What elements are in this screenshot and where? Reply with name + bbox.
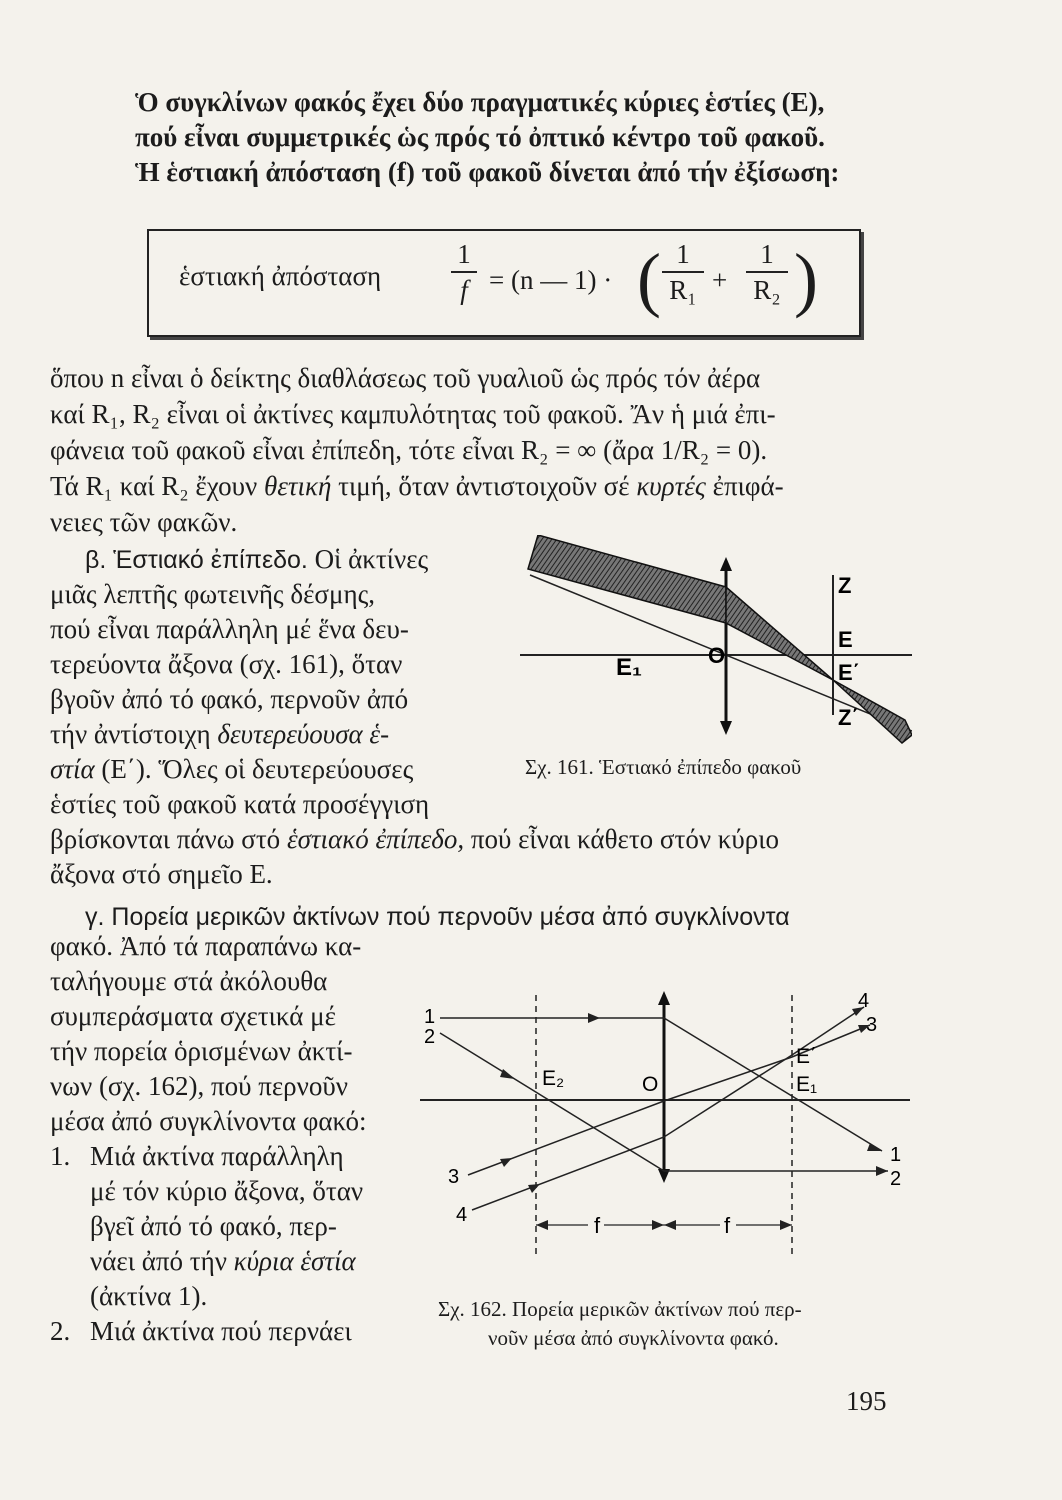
section-c-line-6: μέσα ἀπό συγκλίνοντα φακό: [50,1106,367,1136]
fig162-label-e1: E₁ [796,1073,818,1096]
section-b-line-6 [50,718,389,750]
fig161-label-e-prime: E΄ [838,660,860,685]
explanation-line-5: νειες τῶν φακῶν. [50,507,238,537]
fig161-lens-bottom-arrow [720,721,732,735]
fig162-label-f-right: f [724,1213,731,1238]
explanation-line-4-e: ἐπιφά- [712,471,784,501]
fig161-label-e: E [838,627,853,652]
section-b-line-1 [85,543,428,576]
left-parenthesis: ( [637,239,661,319]
section-b-line-2: μιᾶς λεπτῆς φωτεινῆς δέσμης, [50,579,376,609]
section-b-line-9-a: βρίσκονται πάνω στό [50,824,281,854]
list-item-1-line-1: Μιά ἀκτίνα παράλληλη [90,1141,344,1171]
section-c-heading: γ. Πορεία μερικῶν ἀκτίνων [85,903,380,931]
fig162-ray-4 [472,1007,864,1210]
section-b-line-7-b: (Ε΄). Ὅλες οἱ δευτερεύουσες [101,754,414,784]
list-item-1-number: 1. [50,1141,71,1171]
fig162-ray-label-1-left: 1 [424,1006,436,1028]
section-b-heading: β. Ἑστιακό ἐπίπεδο. [85,546,308,574]
section-b-line-1-rest: Οἱ ἀκτίνες [314,544,429,574]
fig162-ray-label-3-left: 3 [448,1166,460,1188]
figure-162-ray-paths [420,985,910,1270]
fig162-ray-label-4-left: 4 [456,1204,468,1226]
section-b-focal-plane-word: ἑστιακό ἐπίπεδο, [286,824,465,854]
list-item-1-line-4 [90,1245,356,1277]
section-b-line-8: ἑστίες τοῦ φακοῦ κατά προσέγγιση [50,789,430,819]
fraction-one-over-r1 [662,239,704,305]
fig161-outgoing-beam [726,587,912,743]
figure-162-caption-line-1: Σχ. 162. Πορεία μερικῶν ἀκτίνων πού περ- [438,1297,802,1321]
section-c-line-5: νων (σχ. 162), πού περνοῦν [50,1071,348,1101]
explanation-line-4 [50,470,784,502]
fig161-label-z: Z [838,573,852,598]
fig162-lens-top-arrow [658,991,670,1005]
intro-line-3: Ἡ ἑστιακή ἀπόσταση (f) τοῦ φακοῦ δίνεται ἀπό τήν ἐξίσωση: [135,157,840,187]
explanation-line-4-c: τιμή, ὅταν ἀντιστοιχοῦν σέ [338,471,630,501]
fig161-incoming-beam [528,535,726,623]
formula-middle: = (n — 1) · [489,265,613,295]
explanation-line-3: φάνεια τοῦ φακοῦ εἶναι ἐπίπεδη, τότε εἶναι R₂ = ∞ (ἄρα 1/R₂ = 0). [50,435,768,465]
fraction-one-over-f [451,239,477,305]
fig162-ray-label-1-right: 1 [890,1144,902,1166]
section-c-line-4: τήν πορεία ὁρισμένων ἀκτί- [50,1036,353,1066]
numerator-one-r2: 1 [760,239,774,269]
fig162-ray-label-3-right: 3 [866,1014,878,1036]
section-b-line-7-a: στία [50,754,95,784]
explanation-line-1: ὅπου n εἶναι ὁ δείκτης διαθλάσεως τοῦ γυαλιοῦ ὡς πρός τόν ἀέρα [50,363,761,393]
denominator-f: f [460,275,468,305]
numerator-one: 1 [457,239,471,269]
section-b-line-9-c: πού εἶναι κάθετο στόν κύριο [470,824,780,854]
section-b-line-4: τερεύοντα ἄξονα (σχ. 161), ὅταν [50,649,403,679]
page-number: 195 [846,1386,887,1416]
right-parenthesis: ) [794,239,818,319]
section-b-line-3: πού εἶναι παράλληλη μέ ἕνα δευ- [50,614,409,644]
fig161-label-z-prime: Z΄ [838,705,859,730]
plus-sign: + [712,265,728,295]
focal-length-formula-box [147,229,861,337]
section-c-line-1: φακό. Ἀπό τά παραπάνω κα- [50,931,362,961]
figure-162-caption-line-2: νοῦν μέσα ἀπό συγκλίνοντα φακό. [488,1326,779,1350]
fig162-ray-label-4-right: 4 [858,990,870,1012]
fig162-label-f-left: f [594,1213,601,1238]
fig161-lens-top-arrow [720,557,732,571]
fig162-ray-label-2-left: 2 [424,1026,436,1048]
section-c-line-0 [85,900,790,933]
fig162-ray-label-2-right: 2 [890,1168,902,1190]
section-b-line-6-a: τήν ἀντίστοιχη [50,719,211,749]
list-item-2-number: 2. [50,1316,71,1346]
explanation-line-4-a: Τά R₁ καί R₂ ἔχουν [50,471,258,501]
numerator-one-r1: 1 [676,239,690,269]
list-item-1-line-4-a: νάει ἀπό τήν [90,1246,227,1276]
fig162-label-e-prime: E΄ [796,1045,817,1068]
list-item-2-line-1: Μιά ἀκτίνα πού περνάει [90,1316,352,1346]
figure-161-caption: Σχ. 161. Ἑστιακό ἐπίπεδο φακοῦ [525,755,802,779]
section-b-line-5: βγοῦν ἀπό τό φακό, περνοῦν ἀπό [50,684,409,714]
figure-161-focal-plane [520,535,912,750]
section-b-line-10: ἄξονα στό σημεῖο Ε. [50,859,273,889]
fig162-label-o: O [642,1073,659,1096]
section-c-line-2: ταλήγουμε στά ἀκόλουθα [50,966,328,996]
explanation-line-2: καί R₁, R₂ εἶναι οἱ ἀκτίνες καμπυλότητας τοῦ φακοῦ. Ἄν ἡ μιά ἐπι- [50,399,776,429]
explanation-positive-word: θετική [263,471,332,501]
list-item-1-line-2: μέ τόν κύριο ἄξονα, ὅταν [90,1176,364,1206]
denominator-r1: R₁ [669,275,697,305]
fig161-label-e1: E₁ [616,654,642,681]
list-item-1-line-3: βγεῖ ἀπό τό φακό, περ- [90,1211,337,1241]
intro-line-1: Ὁ συγκλίνων φακός ἔχει δύο πραγματικές κύριες ἑστίες (Ε), [135,87,825,117]
list-item-1-principal-focus-word: κύρια ἑστία [233,1246,356,1276]
formula-label: ἑστιακή ἀπόσταση [179,261,382,291]
section-b-secondary-focus-word: δευτερεύουσα ἑ- [217,719,390,749]
section-c-heading-rest: πού περνοῦν μέσα ἀπό συγκλίνοντα [386,903,790,931]
intro-line-2: πού εἶναι συμμετρικές ὡς πρός τό ὀπτικό κέντρο τοῦ φακοῦ. [135,122,825,152]
list-item-1-line-5: (ἀκτίνα 1). [90,1281,208,1311]
denominator-r2: R₂ [753,275,781,305]
section-c-line-3: συμπεράσματα σχετικά μέ [50,1001,336,1031]
section-b-line-7 [50,753,413,785]
section-b-line-9 [50,823,779,855]
fraction-one-over-r2 [746,239,788,305]
fig162-label-e2: E₂ [542,1067,565,1090]
explanation-convex-word: κυρτές [636,471,706,501]
fig161-label-o: O [708,643,726,668]
